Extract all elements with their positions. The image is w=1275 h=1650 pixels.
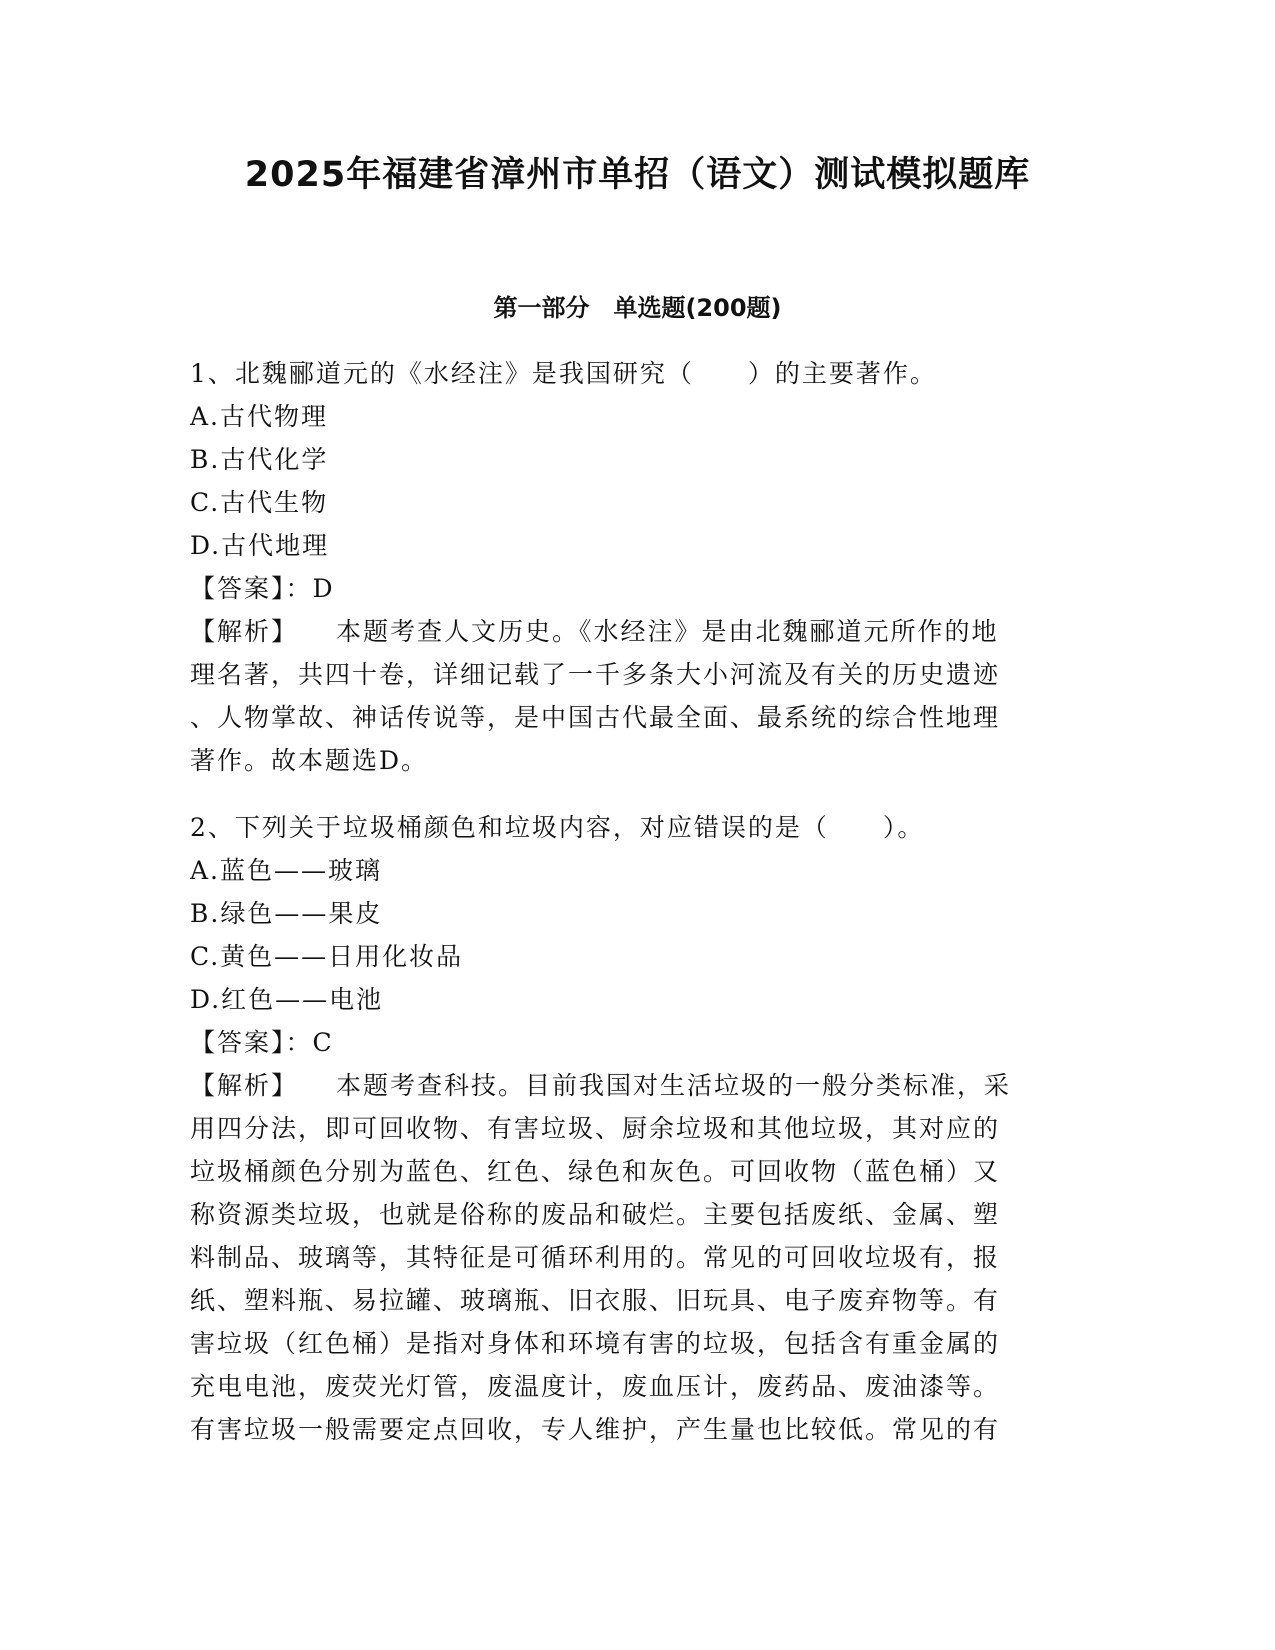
option-c: C.古代生物	[190, 488, 329, 517]
explanation-label: 【解析】	[190, 1071, 299, 1100]
explanation-line: 有害垃圾一般需要定点回收，专人维护，产生量也比较低。常见的有	[190, 1415, 1001, 1444]
option-a: A.蓝色——玻璃	[190, 856, 383, 885]
explanation-line: 著作。故本题选D。	[190, 746, 429, 775]
question-gap	[190, 782, 1070, 806]
question-list	[190, 352, 1070, 1451]
question-2	[190, 806, 1070, 1451]
question-1	[190, 352, 1070, 782]
option-c: C.黄色——日用化妆品	[190, 942, 464, 971]
explanation-line: 料制品、玻璃等，其特征是可循环利用的。常见的可回收垃圾有，报	[190, 1243, 1001, 1272]
document-title: 2025年福建省漳州市单招（语文）测试模拟题库	[244, 155, 1031, 195]
option-b: B.绿色——果皮	[190, 899, 383, 928]
question-stem: 2、下列关于垃圾桶颜色和垃圾内容，对应错误的是（ ）。	[190, 813, 925, 842]
explanation-line: 充电电池，废荧光灯管，废温度计，废血压计，废药品、废油漆等。	[190, 1372, 1001, 1401]
option-d: D.红色——电池	[190, 985, 384, 1014]
explanation-label: 【解析】	[190, 617, 299, 646]
explanation	[190, 1064, 1070, 1451]
section-heading: 第一部分 单选题(200题)	[493, 294, 782, 322]
answer-line: 【答案】：C	[190, 1028, 334, 1057]
answer-line: 【答案】：D	[190, 574, 335, 603]
question-stem: 1、北魏郦道元的《水经注》是我国研究（ ）的主要著作。	[190, 359, 937, 388]
explanation-line: 害垃圾（红色桶）是指对身体和环境有害的垃圾，包括含有重金属的	[190, 1329, 1001, 1358]
explanation-line: 理名著，共四十卷，详细记载了一千多条大小河流及有关的历史遗迹	[190, 660, 1001, 689]
option-b: B.古代化学	[190, 445, 329, 474]
explanation-line	[190, 610, 1070, 653]
explanation-text: 本题考查人文历史。《水经注》是由北魏郦道元所作的地	[336, 617, 999, 646]
explanation	[190, 610, 1070, 782]
explanation-line: 纸、塑料瓶、易拉罐、玻璃瓶、旧衣服、旧玩具、电子废弃物等。有	[190, 1286, 1001, 1315]
option-d: D.古代地理	[190, 531, 330, 560]
explanation-line: 称资源类垃圾，也就是俗称的废品和破烂。主要包括废纸、金属、塑	[190, 1200, 1001, 1229]
explanation-line: 、人物掌故、神话传说等，是中国古代最全面、最系统的综合性地理	[190, 703, 1001, 732]
explanation-text: 本题考查科技。目前我国对生活垃圾的一般分类标准，采	[336, 1071, 1012, 1100]
explanation-line	[190, 1064, 1070, 1107]
option-a: A.古代物理	[190, 402, 329, 431]
explanation-line: 垃圾桶颜色分别为蓝色、红色、绿色和灰色。可回收物（蓝色桶）又	[190, 1157, 1001, 1186]
explanation-line: 用四分法，即可回收物、有害垃圾、厨余垃圾和其他垃圾，其对应的	[190, 1114, 1001, 1143]
